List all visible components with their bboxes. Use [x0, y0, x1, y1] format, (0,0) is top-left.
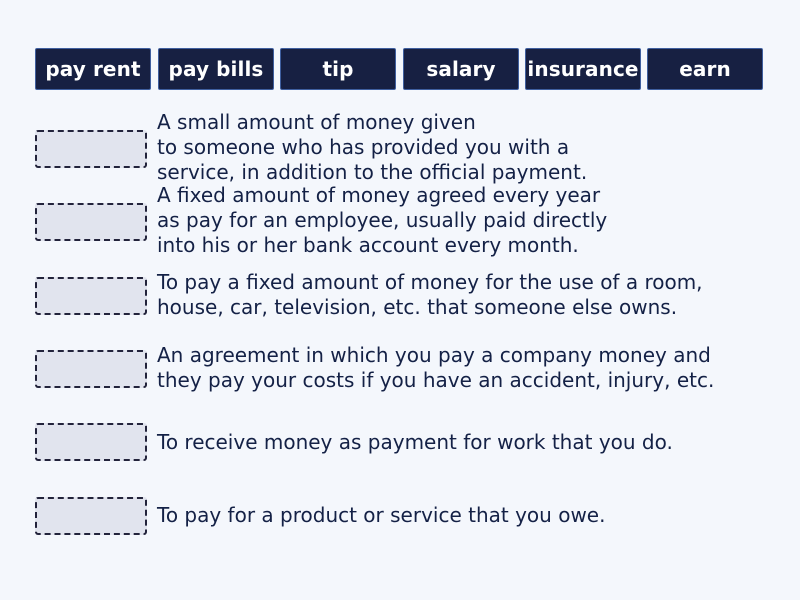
- word-tile-pay-rent[interactable]: pay rent: [35, 48, 151, 90]
- word-tile-earn[interactable]: earn: [647, 48, 763, 90]
- matching-row-5: [35, 423, 765, 465]
- answer-drop-zone[interactable]: [35, 423, 147, 461]
- matching-row-4: [35, 343, 765, 398]
- answer-drop-zone[interactable]: [35, 277, 147, 315]
- definition-text: To pay for a product or service that you owe.: [157, 503, 606, 527]
- definition-text: To receive money as payment for work that you do.: [157, 430, 673, 454]
- answer-drop-zone[interactable]: [35, 497, 147, 535]
- definition-text: A fixed amount of money agreed every year as pay for an employee, usually paid directly into his or her bank account every month.: [157, 183, 608, 257]
- answer-drop-zone[interactable]: [35, 350, 147, 388]
- definition-text: A small amount of money given to someone who has provided you with a service, in addition to the official payment.: [157, 110, 588, 184]
- word-tile-tip[interactable]: tip: [280, 48, 396, 90]
- word-bank: [35, 48, 765, 92]
- word-tile-pay-bills[interactable]: pay bills: [158, 48, 274, 90]
- word-tile-salary[interactable]: salary: [403, 48, 519, 90]
- matching-row-2: [35, 183, 765, 258]
- matching-row-1: [35, 110, 765, 185]
- word-tile-insurance[interactable]: insurance: [525, 48, 641, 90]
- matching-row-6: [35, 497, 765, 539]
- matching-row-3: [35, 270, 765, 325]
- answer-drop-zone[interactable]: [35, 130, 147, 168]
- definition-text: An agreement in which you pay a company money and they pay your costs if you have an accident, injury, etc.: [157, 343, 715, 392]
- definition-text: To pay a fixed amount of money for the use of a room, house, car, television, etc. that someone else owns.: [157, 270, 703, 319]
- answer-drop-zone[interactable]: [35, 203, 147, 241]
